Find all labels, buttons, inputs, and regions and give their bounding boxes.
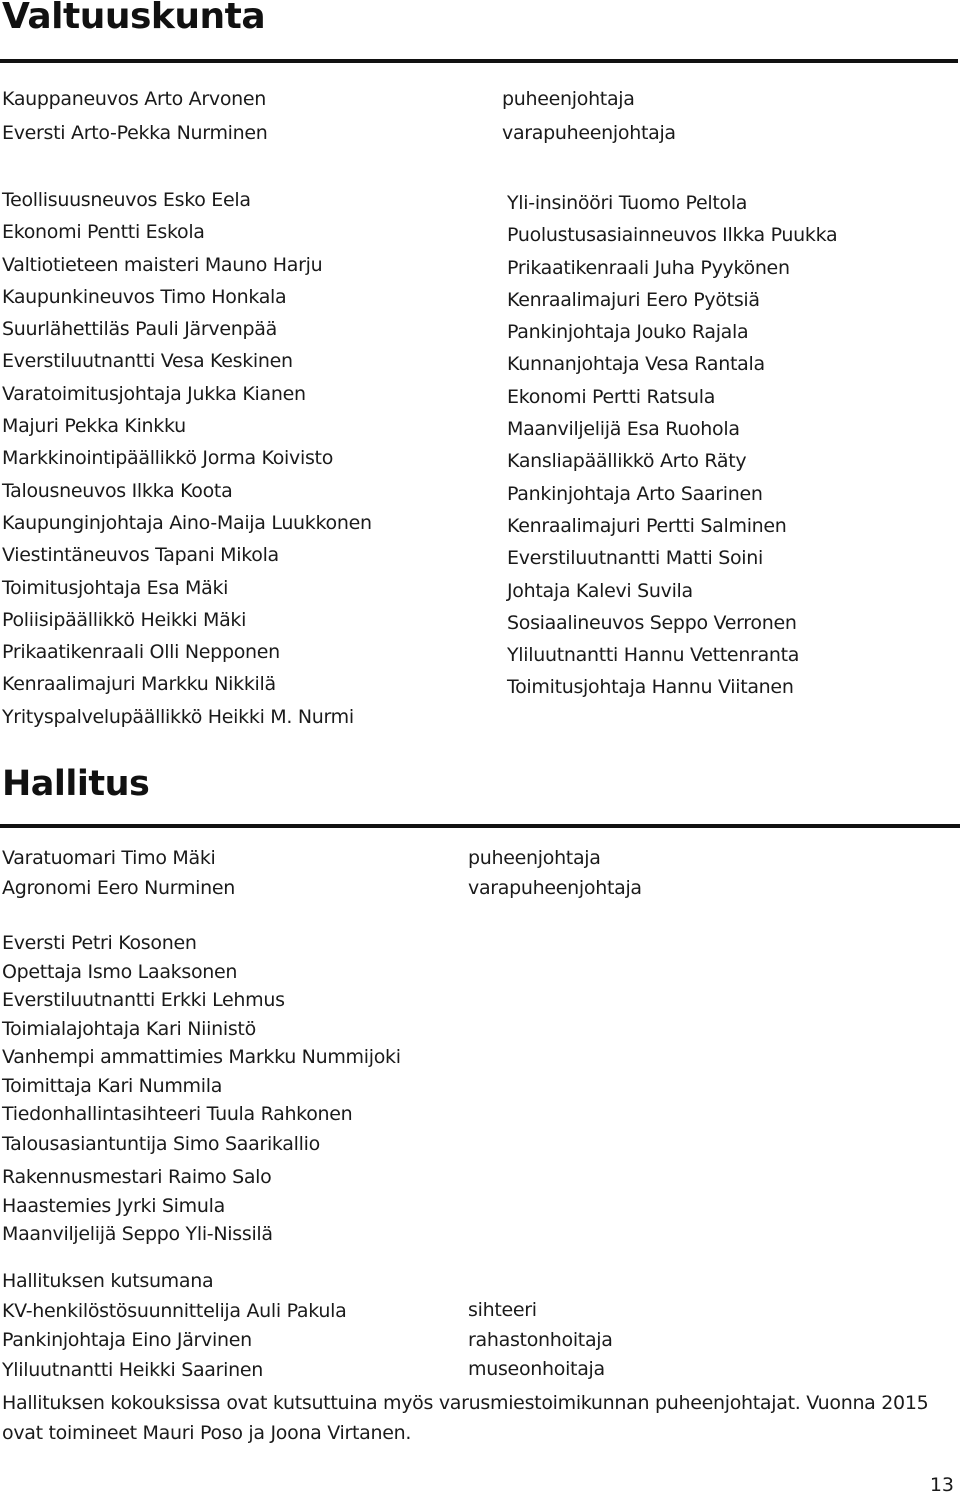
valtuuskunta-members-right <box>507 187 837 704</box>
leader-name: Eversti Arto-Pekka Nurminen <box>2 121 268 144</box>
invited-role: rahastonhoitaja <box>468 1328 613 1351</box>
hallitus-leaders-names <box>2 844 235 903</box>
hallitus-divider <box>0 824 960 828</box>
leader-role: puheenjohtaja <box>468 847 601 869</box>
valtuuskunta-members-left <box>2 184 372 733</box>
member-name: Vanhempi ammattimies Markku Nummijoki <box>2 1046 401 1068</box>
invited-heading: Hallituksen kutsumana <box>2 1270 214 1292</box>
invited-name: Yliluutnantti Heikki Saarinen <box>2 1358 264 1381</box>
member-name: Tiedonhallintasihteeri Tuula Rahkonen <box>2 1103 353 1125</box>
member-name: Kansliapäällikkö Arto Räty <box>507 450 747 473</box>
valtuuskunta-divider <box>0 59 958 63</box>
invited-roles <box>468 1296 613 1385</box>
member-name: Viestintäneuvos Tapani Mikola <box>2 544 279 567</box>
member-name: Toimittaja Kari Nummila <box>2 1074 223 1097</box>
member-name: Kaupunginjohtaja Aino-Maija Luukkonen <box>2 511 372 534</box>
member-name: Prikaatikenraali Olli Nepponen <box>2 641 280 664</box>
leader-role: varapuheenjohtaja <box>468 876 642 899</box>
valtuuskunta-leaders-roles <box>502 83 676 150</box>
leader-name: Varatuomari Timo Mäki <box>2 847 216 869</box>
member-name: Eversti Petri Kosonen <box>2 932 197 954</box>
member-name: Johtaja Kalevi Suvila <box>507 579 693 602</box>
invited-role: sihteeri <box>468 1299 537 1321</box>
member-name: Toimitusjohtaja Esa Mäki <box>2 576 229 599</box>
leader-role: puheenjohtaja <box>502 88 635 110</box>
member-name: Kenraalimajuri Pertti Salminen <box>507 514 787 537</box>
member-name: Pankinjohtaja Jouko Rajala <box>507 321 749 344</box>
member-name: Opettaja Ismo Laaksonen <box>2 960 238 983</box>
member-name: Maanviljelijä Seppo Yli-Nissilä <box>2 1223 273 1245</box>
member-name: Varatoimitusjohtaja Jukka Kianen <box>2 382 306 405</box>
hallitus-members-cont <box>2 1129 320 1249</box>
invited-role: museonhoitaja <box>468 1358 605 1380</box>
member-name: Toimitusjohtaja Hannu Viitanen <box>507 676 794 699</box>
member-name: Pankinjohtaja Arto Saarinen <box>507 482 763 505</box>
board-note: Hallituksen kokouksissa ovat kutsuttuina myös varusmiestoimikunnan puheenjohtajat. Vuonna 2015 ovat toimineet Mauri Poso ja Joona Virtanen. <box>2 1392 929 1444</box>
leader-name: Kauppaneuvos Arto Arvonen <box>2 88 267 110</box>
member-name: Sosiaalineuvos Seppo Verronen <box>507 611 797 634</box>
leader-name: Agronomi Eero Nurminen <box>2 876 236 899</box>
member-name: Ekonomi Pentti Eskola <box>2 221 205 244</box>
hallitus-members <box>2 929 401 1129</box>
invited-name: Pankinjohtaja Eino Järvinen <box>2 1329 252 1351</box>
member-name: Kenraalimajuri Markku Nikkilä <box>2 673 276 696</box>
hallitus-leaders-roles <box>468 844 642 903</box>
member-name: Talousneuvos Ilkka Koota <box>2 479 233 502</box>
valtuuskunta-leaders-names <box>2 83 268 150</box>
member-name: Teollisuusneuvos Esko Eela <box>2 189 251 211</box>
member-name: Rakennusmestari Raimo Salo <box>2 1166 272 1188</box>
member-name: Everstiluutnantti Erkki Lehmus <box>2 989 285 1011</box>
page-number: 13 <box>929 1474 954 1496</box>
member-name: Valtiotieteen maisteri Mauno Harju <box>2 253 323 276</box>
valtuuskunta-title: Valtuuskunta <box>2 0 266 37</box>
member-name: Poliisipäällikkö Heikki Mäki <box>2 608 247 631</box>
member-name: Markkinointipäällikkö Jorma Koivisto <box>2 447 334 470</box>
member-name: Ekonomi Pertti Ratsula <box>507 385 716 408</box>
member-name: Talousasiantuntija Simo Saarikallio <box>2 1133 320 1155</box>
member-name: Kunnanjohtaja Vesa Rantala <box>507 353 765 376</box>
member-name: Yrityspalvelupäällikkö Heikki M. Nurmi <box>2 705 354 728</box>
member-name: Puolustusasiainneuvos Ilkka Puukka <box>507 224 838 247</box>
member-name: Everstiluutnantti Vesa Keskinen <box>2 350 293 373</box>
member-name: Yliluutnantti Hannu Vettenranta <box>507 644 800 667</box>
member-name: Prikaatikenraali Juha Pyykönen <box>507 256 790 279</box>
member-name: Majuri Pekka Kinkku <box>2 415 186 438</box>
member-name: Maanviljelijä Esa Ruohola <box>507 418 740 441</box>
member-name: Suurlähettiläs Pauli Järvenpää <box>2 318 277 341</box>
member-name: Kaupunkineuvos Timo Honkala <box>2 285 287 308</box>
member-name: Everstiluutnantti Matti Soini <box>507 547 763 570</box>
member-name: Haastemies Jyrki Simula <box>2 1194 225 1217</box>
invited-name: KV-henkilöstösuunnittelija Auli Pakula <box>2 1299 347 1322</box>
hallitus-title: Hallitus <box>2 764 150 804</box>
member-name: Toimialajohtaja Kari Niinistö <box>2 1017 256 1040</box>
member-name: Yli-insinööri Tuomo Peltola <box>507 192 748 214</box>
member-name: Kenraalimajuri Eero Pyötsiä <box>507 288 760 311</box>
leader-role: varapuheenjohtaja <box>502 121 676 144</box>
invited-names <box>2 1267 346 1385</box>
